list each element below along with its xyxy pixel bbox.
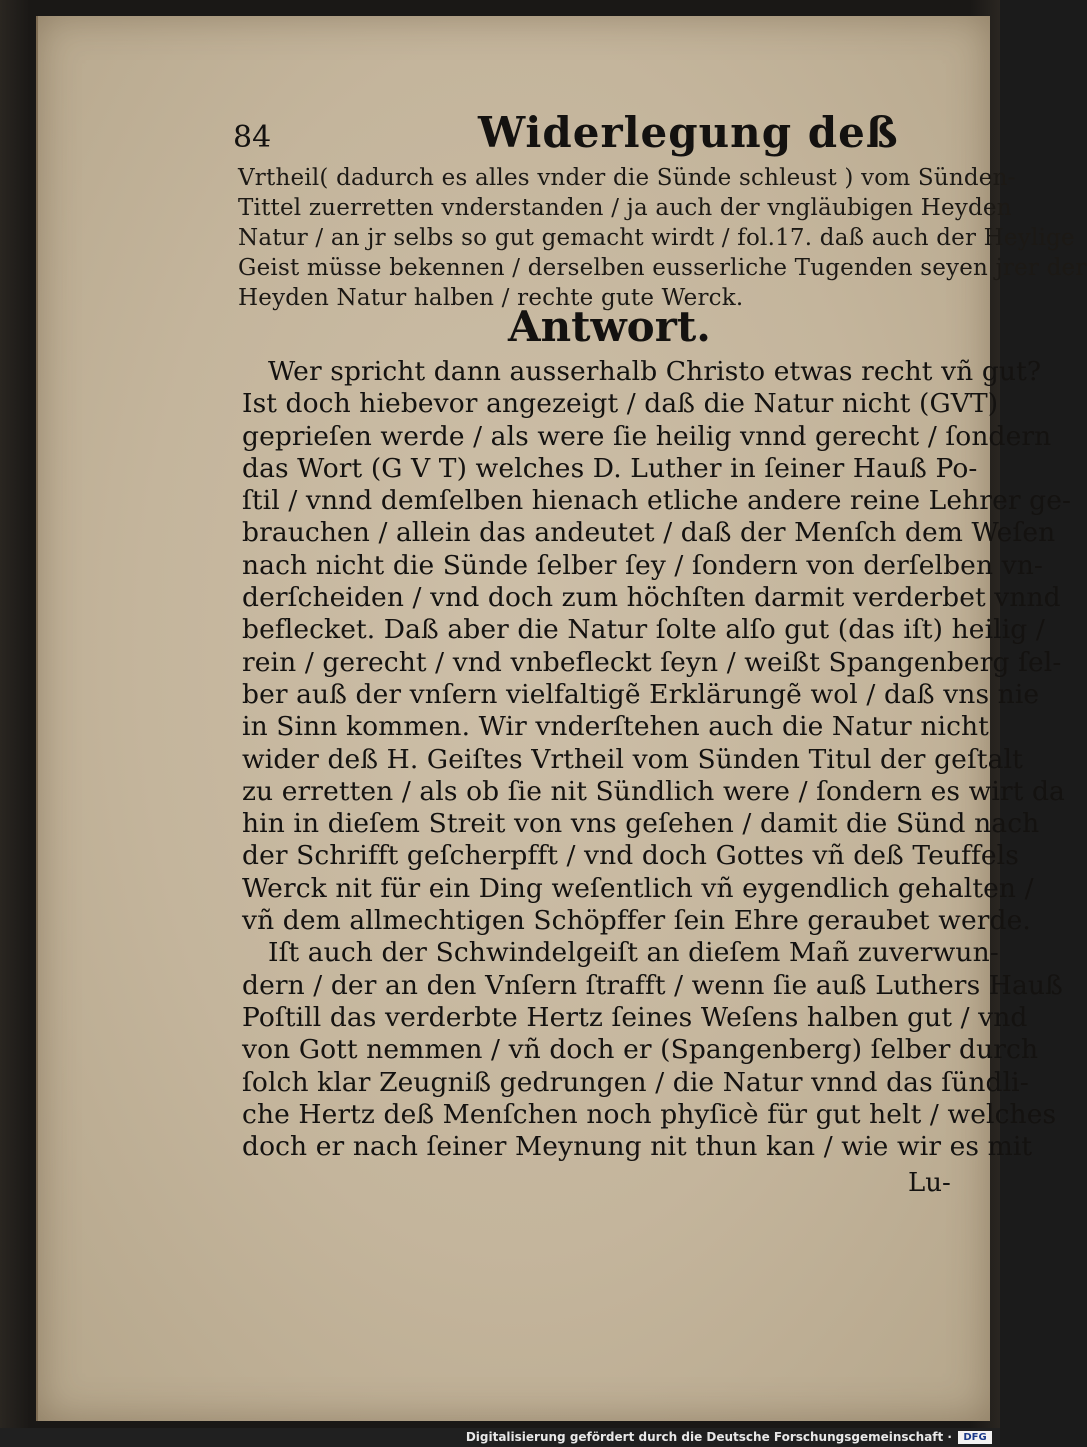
text-line: Wer spricht dann ausserhalb Christo etwas recht vñ gut? — [268, 356, 1042, 387]
text-line: brauchen / allein das andeutet / daß der Menſch dem Weſen — [242, 517, 1056, 549]
text-line: hin in dieſem Streit von vns geſehen / damit die Sünd nach — [242, 808, 1040, 840]
quoted-line: Vrtheil( dadurch es alles vnder die Sünde schleust ) vom Sünden- — [238, 165, 1016, 191]
body-text — [242, 356, 1072, 1163]
text-line: Iſt auch der Schwindelgeiſt an dieſem Mañ zuverwun- — [268, 937, 999, 969]
funding-credit: Digitalisierung gefördert durch die Deutsche Forschungsgemeinschaft · — [465, 1430, 952, 1444]
text-line: das Wort (G V T) welches D. Luther in ſeiner Hauß Po- — [242, 452, 978, 484]
text-line: zu erretten / als ob ſie nit Sündlich were / ſondern es wirt da — [242, 775, 1065, 807]
running-title: Widerlegung deß — [478, 108, 899, 157]
text-line: von Gott nemmen / vñ doch er (Spangenberg) ſelber durch — [242, 1034, 1039, 1066]
text-line: ſolch klar Zeugniß gedrungen / die Natur vnnd das ſündli- — [242, 1066, 1029, 1098]
text-line: Ist doch hiebevor angezeigt / daß die Natur nicht (GVT) — [242, 388, 999, 420]
page-number: 84 — [233, 120, 272, 155]
quoted-line: Heyden Natur halben / rechte gute Werck. — [238, 285, 744, 311]
text-line: vñ dem allmechtigen Schöpffer ſein Ehre geraubet werde. — [242, 905, 1031, 937]
text-line: doch er nach ſeiner Meynung nit thun kan / wie wir es mit — [242, 1131, 1033, 1163]
text-line: dern / der an den Vnſern ſtrafft / wenn ſie auß Luthers Hauß — [242, 969, 1063, 1001]
catchword: Lu- — [908, 1168, 951, 1198]
text-line: ſtil / vnnd demſelben hienach etliche andere reine Lehrer ge- — [242, 485, 1072, 517]
footer-bar — [0, 1428, 1000, 1447]
dfg-logo-icon: DFG — [958, 1431, 992, 1444]
text-line: ber auß der vnſern vielfaltigẽ Erklärungẽ wol / daß vns nie — [242, 678, 1040, 710]
text-line: beflecket. Daß aber die Natur ſolte alſo gut (das iſt) heilig / — [242, 614, 1045, 646]
text-line: geprieſen werde / als were ſie heilig vnnd gerecht / ſondern — [242, 420, 1052, 452]
section-heading: Antwort. — [508, 302, 711, 351]
text-line: wider deß H. Geiſtes Vrtheil vom Sünden Titul der geſtalt — [242, 743, 1023, 775]
running-head — [233, 108, 953, 168]
text-line: rein / gerecht / vnd vnbefleckt ſeyn / weißt Spangenberg ſel- — [242, 646, 1062, 678]
quoted-line: Natur / an jr selbs so gut gemacht wirdt / fol.17. daß auch der Heylige — [238, 225, 1075, 251]
text-line: in Sinn kommen. Wir vnderſtehen auch die Natur nicht — [242, 711, 989, 743]
quoted-line: Geist müsse bekennen / derselben eusserliche Tugenden seyen jrer der — [238, 255, 1087, 281]
quoted-line: Tittel zuerretten vnderstanden / ja auch der vngläubigen Heyden — [238, 195, 1012, 221]
text-line: nach nicht die Sünde ſelber ſey / ſondern von derſelben vn- — [242, 549, 1043, 581]
quoted-passage — [238, 163, 1087, 313]
text-line: Werck nit für ein Ding weſentlich vñ eygendlich gehalten / — [242, 872, 1034, 904]
text-line: der Schrifft geſcherpfft / vnd doch Gottes vñ deß Teuffels — [242, 840, 1019, 872]
text-line: che Hertz deß Menſchen noch phyſicè für gut helt / welches — [242, 1098, 1057, 1130]
text-line: derſcheiden / vnd doch zum höchſten darmit verderbet vnnd — [242, 582, 1061, 614]
text-line: Poſtill das verderbte Hertz ſeines Weſens halben gut / vnd — [242, 1001, 1028, 1033]
